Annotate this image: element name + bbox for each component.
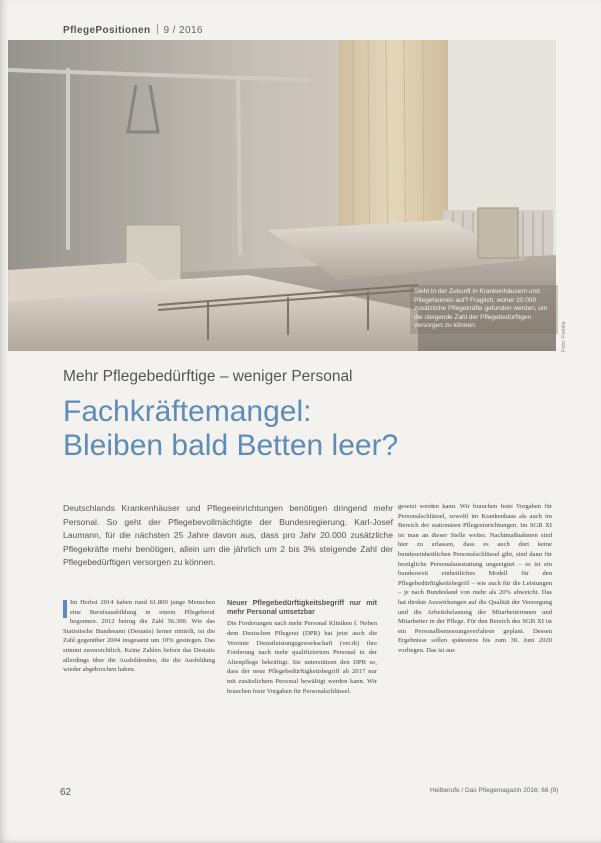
body-column-1 [63,598,215,675]
dropcap-bar [63,600,67,618]
column-1-text: Im Herbst 2014 haben rund 61.800 junge Menschen eine Berufsausbildung in einem Pflegeberuf begonnen. 2012 betrug die Zahl 56.300. Wie das Statistische Bundesamt (Destatis) ferner mitteilt, ist die Zahl gegenüber 2004 insgesamt um 10% gestiegen. Das stimmt zuversichtlich. Keine Zahlen liefern das Destatis allerdings über die Ausbildenden, die die Ausbildung wieder abgebrochen haben. [63,599,215,674]
issue-label: 9 / 2016 [163,25,203,36]
article-kicker: Mehr Pflegebedürftige – weniger Personal [63,368,353,385]
article-intro: Deutschlands Krankenhäuser und Pflegeeinrichtungen benötigen dringend mehr Personal. So geht der Pflegebevollmächtigte der Bundesregierung, Karl-Josef Laumann, für die nächsten 25 Jahre davon aus, dass pro Jahr 20.000 zusätzliche Pflegekräfte mehr benötigen, allein um die jährlich um 2 bis 3% steigende Zahl der Pflegebedürftigen versorgen zu können. [63,503,393,568]
title-line-2: Bleiben bald Betten leer? [63,429,399,462]
body-column-3 [398,502,552,656]
column-2-text: Die Forderungen nach mehr Personal Kliniken f. Neben dem Deutschen Pflegerat (DPR) hat jetzt auch die Vereinte Dienstleistungsgewerkschaft (ver.di) ihre Forderung nach mehr qualifiziertem Personal in der Altenpflege bekräftigt. Sie unterstützen den DPR so, dass der neue Pflegebedürftigkeitsbegriff ab 2017 nur mit zusätzlichem Personal bewältigt werden kann. Wir brauchen feste Vorgaben für Personalschlüssel. [227,620,377,695]
section-subheading: Neuer Pflegebedürftigkeitsbegriff nur mit mehr Personal umsetzbar [227,598,377,617]
column-3-text: gesetzt werden kann. Wir brauchen feste Vorgaben für Personalschlüssel, sowohl im Krankenhaus als auch im Bereich der stationären Pflegeeinrichtungen. Im SGB XI ist man an dieser Stelle weiter. Nachtmaßnahmen sind hier zu erlassen, dass es auch dort keine bundeseinheitlichen Personalschlüssel gibt, sind dann für bezügliche Personalausstattung ungeeignet – es ist ein bundesweit einheitliches Modell für den Pflegebedürftigkeitsbegriff – wie auch für die Leistungen – je nach Bundesland von mehr als 20% abweicht. Das hat direkte Auswirkungen auf die Qualität der Versorgung und die Arbeitsbelastung der Mitarbeiterinnen und Mitarbeiter in der Pflege. Für den Bereich des SGB XI ist ein Personalbemessungsverfahren geplant. Dessen Ergebnisse sollen spätestens bis zum 30. Juni 2020 vorliegen. Das ist aus [398,503,552,654]
page-header [63,24,263,38]
footer-reference: Heilberufe / Das Pflegemagazin 2016; 68 (9) [430,787,559,794]
magazine-name: PflegePositionen [63,25,151,36]
body-column-2 [227,598,377,696]
header-divider [157,24,158,34]
article-title [63,395,543,463]
photo-credit: Foto: Fotolia [561,321,567,352]
title-line-1: Fachkräftemangel: [63,395,312,428]
page-number: 62 [60,787,72,798]
photo-caption: Steht in der Zukunft in Krankenhäusern und Pflegeheimen auf? Fraglich, woher 20.000 zusätzliche Pflegekräfte gefunden werden, um die steigende Zahl der Pflegebedürftigen versorgen zu können. [410,285,558,334]
